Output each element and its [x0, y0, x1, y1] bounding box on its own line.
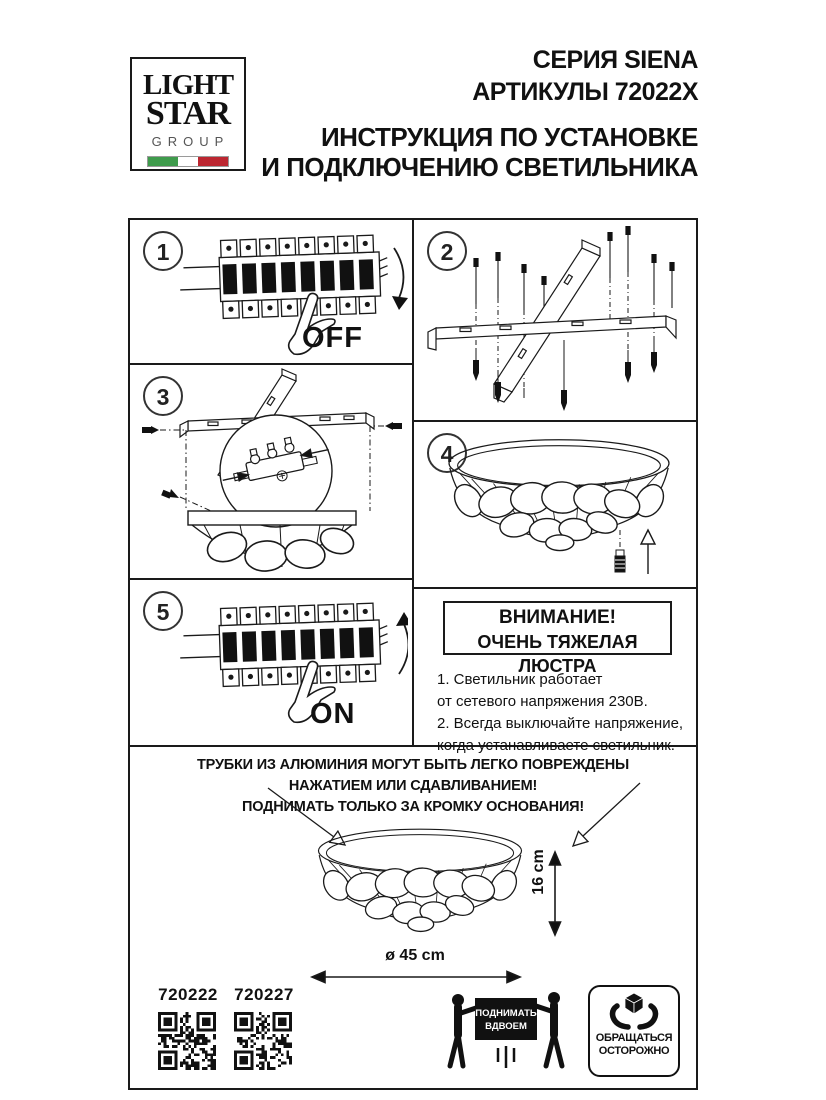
breaker-off-illustration [178, 226, 408, 358]
qr-code-720227 [234, 1012, 292, 1070]
page-title [261, 122, 698, 182]
note-line1: 1. Светильник работает [437, 671, 603, 688]
series-title: СЕРИЯ SIENA [532, 46, 698, 74]
step-3-panel [130, 365, 414, 580]
handling-warning-line1: ТРУБКИ ИЗ АЛЮМИНИЯ МОГУТ БЫТЬ ЛЕГКО ПОВРЕЖДЕНЫ [197, 757, 629, 773]
breaker-on-illustration [178, 594, 408, 726]
step-2-panel [414, 220, 696, 422]
warning-line2: ОЧЕНЬ ТЯЖЕЛАЯ ЛЮСТРА [477, 632, 638, 676]
height-dimension-label: 16 cm [530, 849, 547, 895]
handling-panel [130, 747, 696, 1088]
care-label-line1: ОБРАЩАТЬСЯ [595, 1032, 673, 1044]
chandelier-dimensions-illustration [130, 777, 696, 1012]
instruction-grid [128, 218, 698, 1090]
note-line2: от сетевого напряжения 230В. [437, 693, 648, 710]
lift-label-line2: ВДВОЕМ [485, 1021, 527, 1032]
mounting-connection-illustration [130, 365, 414, 578]
qr-code-720222 [158, 1012, 216, 1070]
logo-word-star: STAR [145, 95, 231, 132]
warning-panel [414, 589, 696, 754]
step-5-panel [130, 580, 414, 747]
step-4-panel [414, 422, 696, 589]
series-block [472, 44, 698, 108]
handling-warning-line3: ПОДНИМАТЬ ТОЛЬКО ЗА КРОМКУ ОСНОВАНИЯ! [241, 799, 585, 815]
step-1-panel [130, 220, 414, 365]
hands-cube-glyph [608, 992, 660, 1030]
bracket-anchors-illustration [414, 220, 696, 420]
care-label-line2: ОСТОРОЖНО [598, 1045, 670, 1057]
chandelier-fixing-illustration [414, 422, 696, 589]
step-5-number: 5 [143, 591, 183, 631]
article-number-720222: 720222 [158, 985, 218, 1004]
lightstar-logo [130, 57, 246, 171]
logo-word-light: LIGHT [142, 69, 234, 101]
page-title-line2: И ПОДКЛЮЧЕНИЮ СВЕТИЛЬНИКА [261, 152, 698, 182]
lift-in-pairs-icon [445, 990, 567, 1076]
flag-green [148, 157, 178, 166]
step-1-number: 1 [143, 231, 183, 271]
articles-title: АРТИКУЛЫ 72022X [472, 78, 698, 106]
flag-white [178, 157, 197, 166]
handling-warning-line2: НАЖАТИЕМ ИЛИ СДАВЛИВАНИЕМ! [288, 778, 538, 794]
warning-line1: ВНИМАНИЕ! [498, 607, 617, 628]
step-3-number: 3 [143, 376, 183, 416]
warning-box [443, 601, 672, 676]
notes-block [437, 669, 683, 757]
logo-word-group: GROUP [151, 134, 230, 149]
italian-flag-bar [147, 156, 229, 167]
article-number-720227: 720227 [234, 985, 294, 1004]
on-label: ON [310, 698, 356, 730]
off-label: OFF [302, 322, 363, 354]
note-line4: когда устанавливаете светильник. [437, 737, 675, 754]
page-title-line1: ИНСТРУКЦИЯ ПО УСТАНОВКЕ [320, 122, 698, 152]
diameter-dimension-label: ø 45 cm [385, 947, 445, 964]
lift-label-line1: ПОДНИМАТЬ [475, 1008, 537, 1019]
flag-red [198, 157, 228, 166]
handle-with-care-icon [588, 985, 680, 1077]
step-2-number: 2 [427, 231, 467, 271]
step-4-number: 4 [427, 433, 467, 473]
note-line3: 2. Всегда выключайте напряжение, [437, 715, 684, 732]
